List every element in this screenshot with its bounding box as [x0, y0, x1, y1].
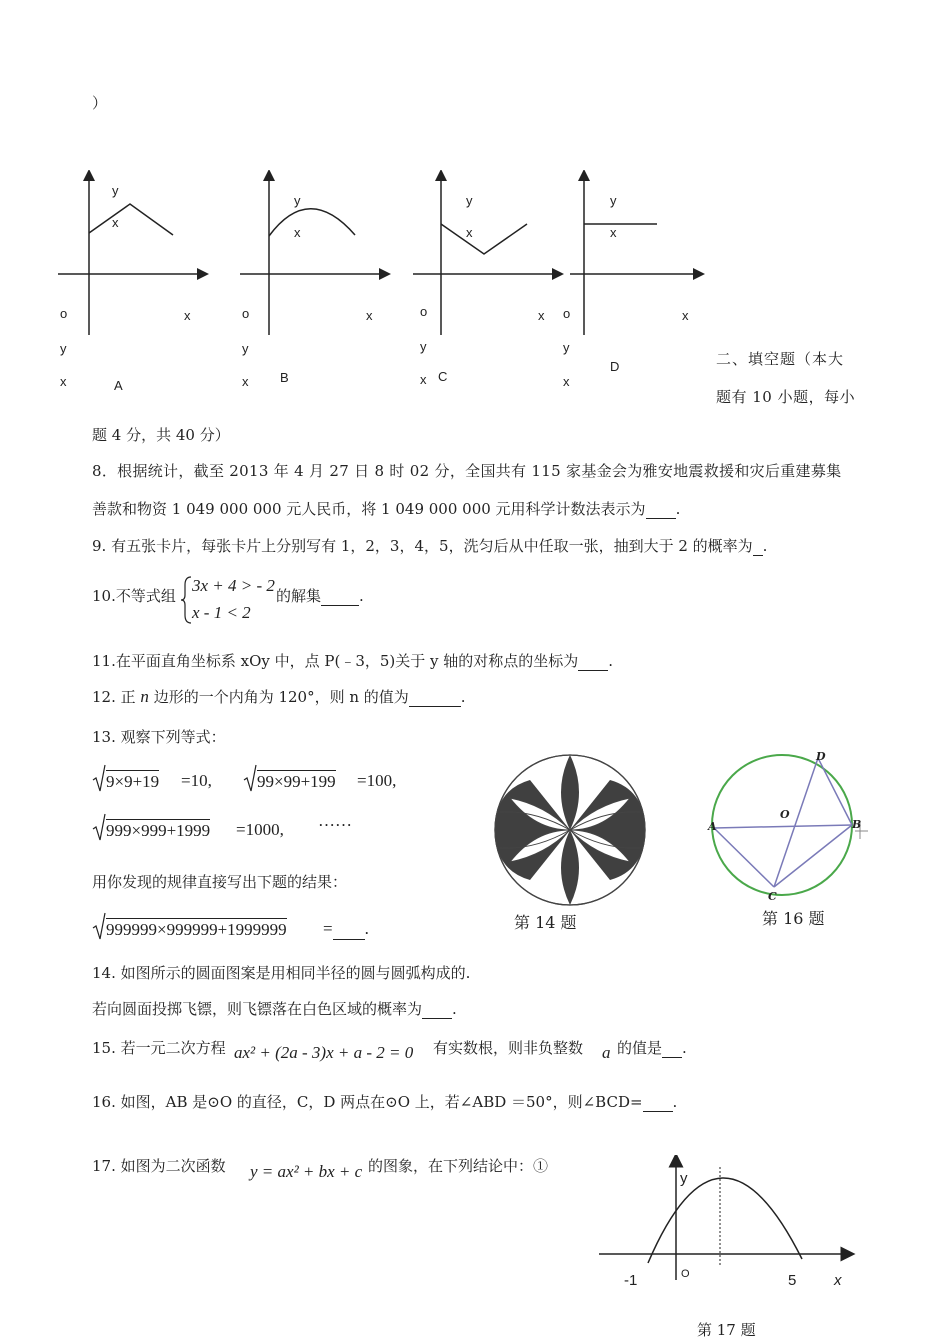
figure-17-caption: 第 17 题	[697, 1321, 756, 1339]
q10-suffix-wrap	[276, 585, 364, 606]
fig16-label-d: D	[816, 750, 826, 763]
q13-use: 用你发现的规律直接写出下题的结果：	[92, 873, 348, 891]
graph-a-letter: A	[114, 378, 123, 393]
graph-a-below-x: x	[60, 374, 67, 389]
graph-b-letter: B	[280, 370, 289, 385]
q15-eq: ax² + (2a - 3)x + a - 2 = 0	[234, 1043, 414, 1062]
fig17-x: x	[834, 1272, 842, 1289]
graph-d-x: x	[610, 225, 617, 240]
answer-blank	[578, 652, 608, 671]
graph-curve	[89, 204, 173, 235]
q13-eq4-val: =	[323, 919, 333, 938]
graph-a-below-y: y	[60, 341, 67, 356]
graph-b-x: x	[294, 225, 301, 240]
q13-eq1-val: =10,	[181, 771, 212, 790]
graph-a-x: x	[112, 215, 119, 230]
q13-tail: .	[364, 919, 369, 938]
answer-blank	[321, 587, 359, 606]
answer-blank	[646, 500, 676, 519]
q14-tail: .	[452, 1000, 457, 1018]
graph-c-below-x: x	[420, 372, 427, 387]
q10-tail: .	[359, 587, 364, 605]
graph-c-o: o	[420, 304, 428, 319]
graph-b-axis-x: x	[366, 308, 373, 323]
q11-text: 11.在平面直角坐标系 xOy 中，点 P(﹣3，5)关于 y 轴的对称点的坐标为	[92, 652, 579, 670]
graph-d-below-y: y	[563, 340, 570, 355]
answer-blank	[333, 919, 365, 940]
q10-suffix: 的解集	[276, 587, 322, 605]
figure-17	[596, 1155, 856, 1285]
q15-a: a	[602, 1043, 611, 1062]
q13-eq3-val: =1000,	[236, 820, 284, 839]
graph-c-below-y: y	[420, 339, 427, 354]
graph-c-axis-x: x	[538, 308, 545, 323]
segment-bd	[818, 758, 852, 825]
section2-line3: 题 4 分，共 40 分）	[92, 426, 230, 444]
fig17-five: 5	[788, 1272, 797, 1289]
answer-blank	[422, 1000, 452, 1019]
section2-line2: 题有 10 小题，每小	[716, 388, 856, 406]
graph-curve	[441, 224, 527, 254]
q13-eq4-val-wrap	[323, 919, 369, 940]
section2-line1: 二、填空题（本大	[716, 350, 845, 368]
q17-suffix: 的图象，在下列结论中：①	[368, 1157, 549, 1175]
q16	[92, 1091, 677, 1112]
segment-ab	[714, 825, 852, 828]
q9	[92, 535, 767, 556]
segment-ac	[714, 828, 774, 887]
graph-b	[237, 170, 397, 340]
q13-eq2: 99×99+199	[257, 772, 336, 791]
q10-ineq2: x - 1 < 2	[192, 603, 251, 622]
segment-cd	[774, 758, 818, 887]
graph-d-axis-x: x	[682, 308, 689, 323]
graph-b-below-y: y	[242, 341, 249, 356]
q15-prefix: 15. 若一元二次方程	[92, 1039, 226, 1057]
sqrt-sign	[92, 764, 106, 794]
figure-16	[700, 745, 890, 905]
sqrt-sign	[243, 764, 257, 794]
sqrt-sign	[92, 813, 106, 843]
fig16-label-o: O	[780, 808, 790, 821]
q14-line1: 14. 如图所示的圆面图案是用相同半径的圆与圆弧构成的.	[92, 964, 471, 982]
q8-tail: .	[675, 500, 681, 518]
q16-text: 16. 如图，AB 是⊙O 的直径，C，D 两点在⊙O 上，若∠ABD ＝50°，则∠BCD=	[92, 1093, 643, 1111]
figure-14	[490, 750, 650, 910]
answer-blank	[643, 1093, 673, 1112]
fig16-label-c: C	[768, 890, 777, 903]
q8-line2	[92, 498, 680, 519]
parabola	[648, 1178, 802, 1263]
graph-c	[410, 170, 570, 340]
q12	[92, 686, 466, 707]
q10-prefix: 10.不等式组	[92, 587, 176, 605]
q14-text: 若向圆面投掷飞镖，则飞镖落在白色区域的概率为	[92, 1000, 423, 1018]
q13-dots: ……	[318, 811, 352, 830]
q9-tail: .	[762, 537, 768, 555]
graph-d-y: y	[610, 193, 617, 208]
fig16-label-a: A	[708, 820, 717, 833]
q13-eq2-val: =100,	[357, 771, 397, 790]
q9-text: 9. 有五张卡片，每张卡片上分别写有 1，2，3，4，5，洗匀后从中任取一张，抽到大于 2 的概率为	[92, 537, 753, 555]
q15-mid: 有实数根，则非负整数	[433, 1039, 584, 1057]
q12-mid: 边形的一个内角为 120°，则 n 的值为	[153, 688, 409, 706]
graph-b-y: y	[294, 193, 301, 208]
graph-a-o: o	[60, 306, 68, 321]
q12-tail: .	[460, 688, 466, 706]
graph-c-x: x	[466, 225, 473, 240]
graph-curve	[269, 209, 355, 236]
graph-c-letter: C	[438, 369, 448, 384]
graph-a-axis-x: x	[184, 308, 191, 323]
graph-b-below-x: x	[242, 374, 249, 389]
fig17-y: y	[680, 1170, 688, 1187]
q12-prefix: 12. 正	[92, 688, 136, 706]
q15-tail: .	[682, 1039, 687, 1057]
figure-16-caption: 第 16 题	[762, 909, 825, 928]
q17-eq: y = ax² + bx + c	[250, 1162, 363, 1181]
q13-eq3: 999×999+1999	[106, 821, 211, 840]
q12-n: n	[140, 687, 149, 706]
q10-ineq1: 3x + 4 > - 2	[192, 576, 275, 595]
graph-d-o: o	[563, 306, 571, 321]
graph-a	[55, 170, 215, 340]
q11	[92, 650, 613, 671]
answer-blank	[753, 537, 763, 556]
graph-c-y: y	[466, 193, 473, 208]
q14-line2	[92, 998, 457, 1019]
figure-14-caption: 第 14 题	[514, 913, 577, 932]
answer-blank	[409, 688, 461, 707]
graph-a-y: y	[112, 183, 119, 198]
fig17-o: O	[681, 1268, 690, 1280]
graph-d-letter: D	[610, 359, 620, 374]
fig17-neg1: -1	[624, 1272, 638, 1289]
q15-suffix: 的值是	[617, 1039, 663, 1057]
q16-tail: .	[672, 1093, 678, 1111]
fig16-label-b: B	[852, 818, 862, 831]
answer-blank	[662, 1039, 682, 1058]
q8-line2-text: 善款和物资 1 049 000 000 元人民币，将 1 049 000 000 元用科学计数法表示为	[92, 500, 646, 518]
q8-line1: 8．根据统计，截至 2013 年 4 月 27 日 8 时 02 分，全国共有 115 家基金会为雅安地震救援和灾后重建募集	[92, 462, 842, 480]
sqrt-sign	[92, 912, 106, 942]
top-paren: ）	[92, 94, 108, 112]
q13-title: 13. 观察下列等式：	[92, 728, 226, 746]
q17-prefix: 17. 如图为二次函数	[92, 1157, 226, 1175]
q13-eq1: 9×9+19	[106, 772, 160, 791]
graph-d-below-x: x	[563, 374, 570, 389]
q15-suffix-wrap	[617, 1037, 687, 1058]
q13-eq4: 999999×999999+1999999	[106, 920, 287, 939]
graph-b-o: o	[242, 306, 250, 321]
q11-tail: .	[608, 652, 614, 670]
segment-bc	[774, 825, 852, 887]
